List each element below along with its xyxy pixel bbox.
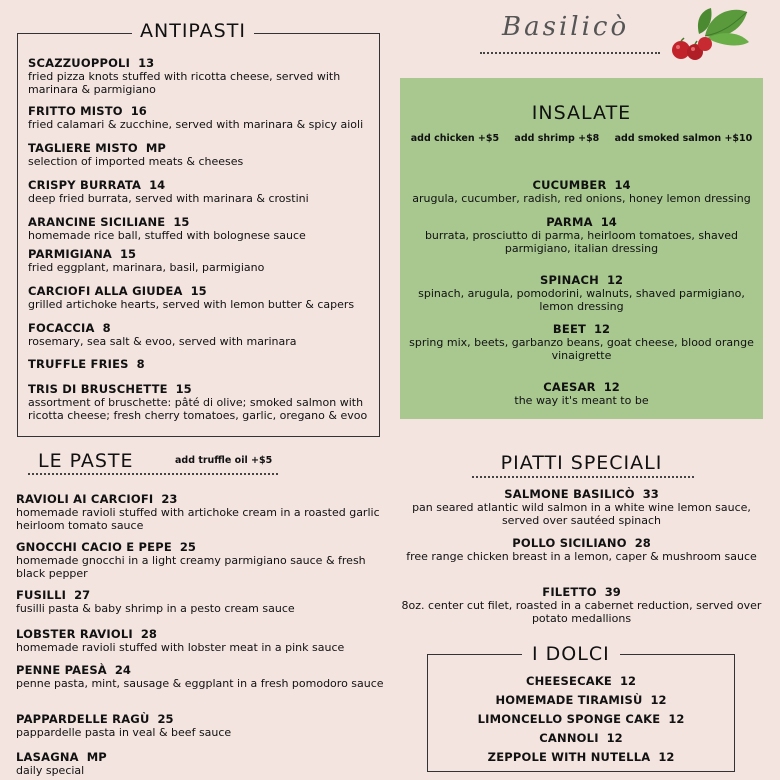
item-name: ARANCINE SICILIANE: [28, 215, 166, 229]
menu-item: [16, 659, 386, 691]
item-description: pappardelle pasta in veal & beef sauce: [16, 726, 232, 739]
item-name: FOCACCIA: [28, 321, 95, 335]
addon-chicken: add chicken +$5: [410, 133, 500, 144]
item-description: fried pizza knots stuffed with ricotta cheese, served with marinara & parmigiano: [28, 70, 341, 96]
item-name: PENNE PAESÀ: [16, 663, 107, 677]
addon-salmon: add smoked salmon +$10: [614, 133, 753, 144]
item-price: 8: [102, 321, 111, 335]
menu-item: [28, 100, 373, 132]
item-name: CHEESECAKE: [525, 674, 612, 688]
item-name: CARCIOFI ALLA GIUDEA: [28, 284, 183, 298]
item-price: 13: [138, 56, 155, 70]
item-price: 28: [140, 627, 157, 641]
item-price: 12: [620, 674, 637, 688]
item-price: 12: [603, 380, 620, 394]
item-name: FRITTO MISTO: [28, 104, 123, 118]
dolci-title: I DOLCI: [522, 643, 620, 665]
menu-item: [28, 174, 373, 206]
item-description: assortment of bruschette: pâté di olive; smoked salmon with ricotta cheese; fresh cherry tomatoes, garlic, oregano & evoo: [28, 396, 368, 422]
item-description: homemade ravioli stuffed with artichoke cream in a roasted garlic heirloom tomato sauce: [16, 506, 380, 532]
item-description: spring mix, beets, garbanzo beans, goat cheese, blood orange vinaigrette: [409, 336, 754, 362]
item-price: MP: [145, 141, 166, 155]
menu-item: [28, 353, 373, 372]
item-description: fried calamari & zucchine, served with marinara & spicy aioli: [28, 118, 364, 131]
item-description: fusilli pasta & baby shrimp in a pesto cream sauce: [16, 602, 295, 615]
item-name: LASAGNA: [16, 750, 79, 764]
item-name: FUSILLI: [16, 588, 67, 602]
menu-item: [28, 243, 373, 275]
item-name: SPINACH: [540, 273, 599, 287]
menu-item: [400, 532, 763, 564]
item-price: 12: [658, 750, 675, 764]
item-description: penne pasta, mint, sausage & eggplant in a fresh pomodoro sauce: [16, 677, 384, 690]
item-name: CANNOLI: [539, 731, 599, 745]
addon-shrimp: add shrimp +$8: [514, 133, 600, 144]
item-name: CRISPY BURRATA: [28, 178, 142, 192]
item-description: fried eggplant, marinara, basil, parmigiano: [28, 261, 265, 274]
item-price: 15: [175, 382, 192, 396]
menu-item: [406, 211, 757, 255]
item-name: PAPPARDELLE RAGÙ: [16, 712, 150, 726]
item-name: FILETTO: [542, 585, 597, 599]
item-price: 16: [130, 104, 147, 118]
item-price: 24: [114, 663, 131, 677]
item-name: LOBSTER RAVIOLI: [16, 627, 133, 641]
item-price: 12: [606, 731, 623, 745]
item-price: 39: [604, 585, 621, 599]
item-price: 12: [594, 322, 611, 336]
item-price: 27: [74, 588, 91, 602]
item-price: 23: [161, 492, 178, 506]
item-price: 14: [614, 178, 631, 192]
item-name: POLLO SICILIANO: [512, 536, 627, 550]
menu-item: [406, 318, 757, 362]
item-description: daily special: [16, 764, 85, 777]
menu-item: [16, 708, 386, 740]
item-price: 12: [650, 693, 667, 707]
item-description: spinach, arugula, pomodorini, walnuts, shaved parmigiano, lemon dressing: [418, 287, 745, 313]
insalate-title: INSALATE: [531, 102, 632, 124]
menu-item: [16, 746, 386, 778]
logo-divider: [480, 52, 660, 54]
item-description: homemade gnocchi in a light creamy parmigiano sauce & fresh black pepper: [16, 554, 366, 580]
item-description: homemade rice ball, stuffed with bolognese sauce: [28, 229, 306, 242]
menu-item: [16, 488, 386, 532]
menu-item: [427, 670, 735, 689]
paste-addon: add truffle oil +$5: [175, 455, 273, 466]
item-price: 33: [642, 487, 659, 501]
speciali-title: PIATTI SPECIALI: [500, 452, 663, 474]
item-price: 25: [179, 540, 196, 554]
item-name: ZEPPOLE WITH NUTELLA: [487, 750, 651, 764]
menu-item: [406, 269, 757, 313]
item-name: CAESAR: [543, 380, 596, 394]
item-price: 12: [606, 273, 623, 287]
paste-title: LE PASTE: [38, 450, 134, 472]
item-name: SALMONE BASILICÒ: [504, 487, 635, 501]
item-name: PARMA: [546, 215, 593, 229]
paste-divider: [28, 473, 278, 475]
item-price: 14: [149, 178, 166, 192]
insalate-addons: [400, 133, 763, 144]
speciali-divider: [472, 476, 694, 478]
item-name: BEET: [552, 322, 587, 336]
logo-text: Basilicò: [502, 12, 630, 42]
item-name: TRIS DI BRUSCHETTE: [28, 382, 168, 396]
item-price: 8: [136, 357, 145, 371]
menu-item: [427, 746, 735, 765]
item-description: grilled artichoke hearts, served with lemon butter & capers: [28, 298, 355, 311]
insalate-section: [400, 78, 763, 419]
antipasti-title: ANTIPASTI: [132, 20, 254, 42]
item-name: LIMONCELLO SPONGE CAKE: [477, 712, 661, 726]
menu-item: [406, 174, 757, 206]
item-description: pan seared atlantic wild salmon in a white wine lemon sauce, served over sautéed spinach: [412, 501, 751, 527]
item-name: HOMEMADE TIRAMISÙ: [495, 693, 643, 707]
item-price: MP: [86, 750, 107, 764]
menu-item: [427, 727, 735, 746]
item-price: 25: [157, 712, 174, 726]
item-description: homemade ravioli stuffed with lobster meat in a pink sauce: [16, 641, 345, 654]
menu-item: [16, 536, 386, 580]
item-description: free range chicken breast in a lemon, caper & mushroom sauce: [406, 550, 757, 563]
menu-item: [400, 581, 763, 625]
menu-item: [28, 137, 373, 169]
item-name: RAVIOLI AI CARCIOFI: [16, 492, 154, 506]
basil-tomato-icon: [665, 6, 751, 64]
item-name: PARMIGIANA: [28, 247, 112, 261]
item-description: arugula, cucumber, radish, red onions, honey lemon dressing: [412, 192, 751, 205]
menu-item: [400, 483, 763, 527]
item-description: the way it's meant to be: [514, 394, 649, 407]
item-price: 12: [668, 712, 685, 726]
item-price: 15: [173, 215, 190, 229]
menu-item: [16, 584, 386, 616]
item-price: 15: [190, 284, 207, 298]
menu-item: [28, 52, 373, 96]
item-name: CUCUMBER: [532, 178, 607, 192]
menu-item: [427, 708, 735, 727]
item-description: burrata, prosciutto di parma, heirloom tomatoes, shaved parmigiano, italian dressing: [424, 229, 739, 255]
item-price: 28: [634, 536, 651, 550]
menu-item: [406, 376, 757, 408]
menu-item: [16, 623, 386, 655]
menu-item: [28, 317, 373, 349]
item-name: SCAZZUOPPOLI: [28, 56, 131, 70]
item-description: 8oz. center cut filet, roasted in a cabernet reduction, served over potato medallions: [401, 599, 762, 625]
menu-item: [28, 280, 373, 312]
menu-item: [28, 378, 373, 422]
item-description: selection of imported meats & cheeses: [28, 155, 244, 168]
menu-item: [28, 211, 373, 243]
item-description: rosemary, sea salt & evoo, served with marinara: [28, 335, 297, 348]
menu-item: [427, 689, 735, 708]
item-name: GNOCCHI CACIO E PEPE: [16, 540, 172, 554]
item-name: TRUFFLE FRIES: [28, 357, 129, 371]
item-price: 15: [120, 247, 137, 261]
item-description: deep fried burrata, served with marinara & crostini: [28, 192, 309, 205]
item-price: 14: [600, 215, 617, 229]
item-name: TAGLIERE MISTO: [28, 141, 138, 155]
